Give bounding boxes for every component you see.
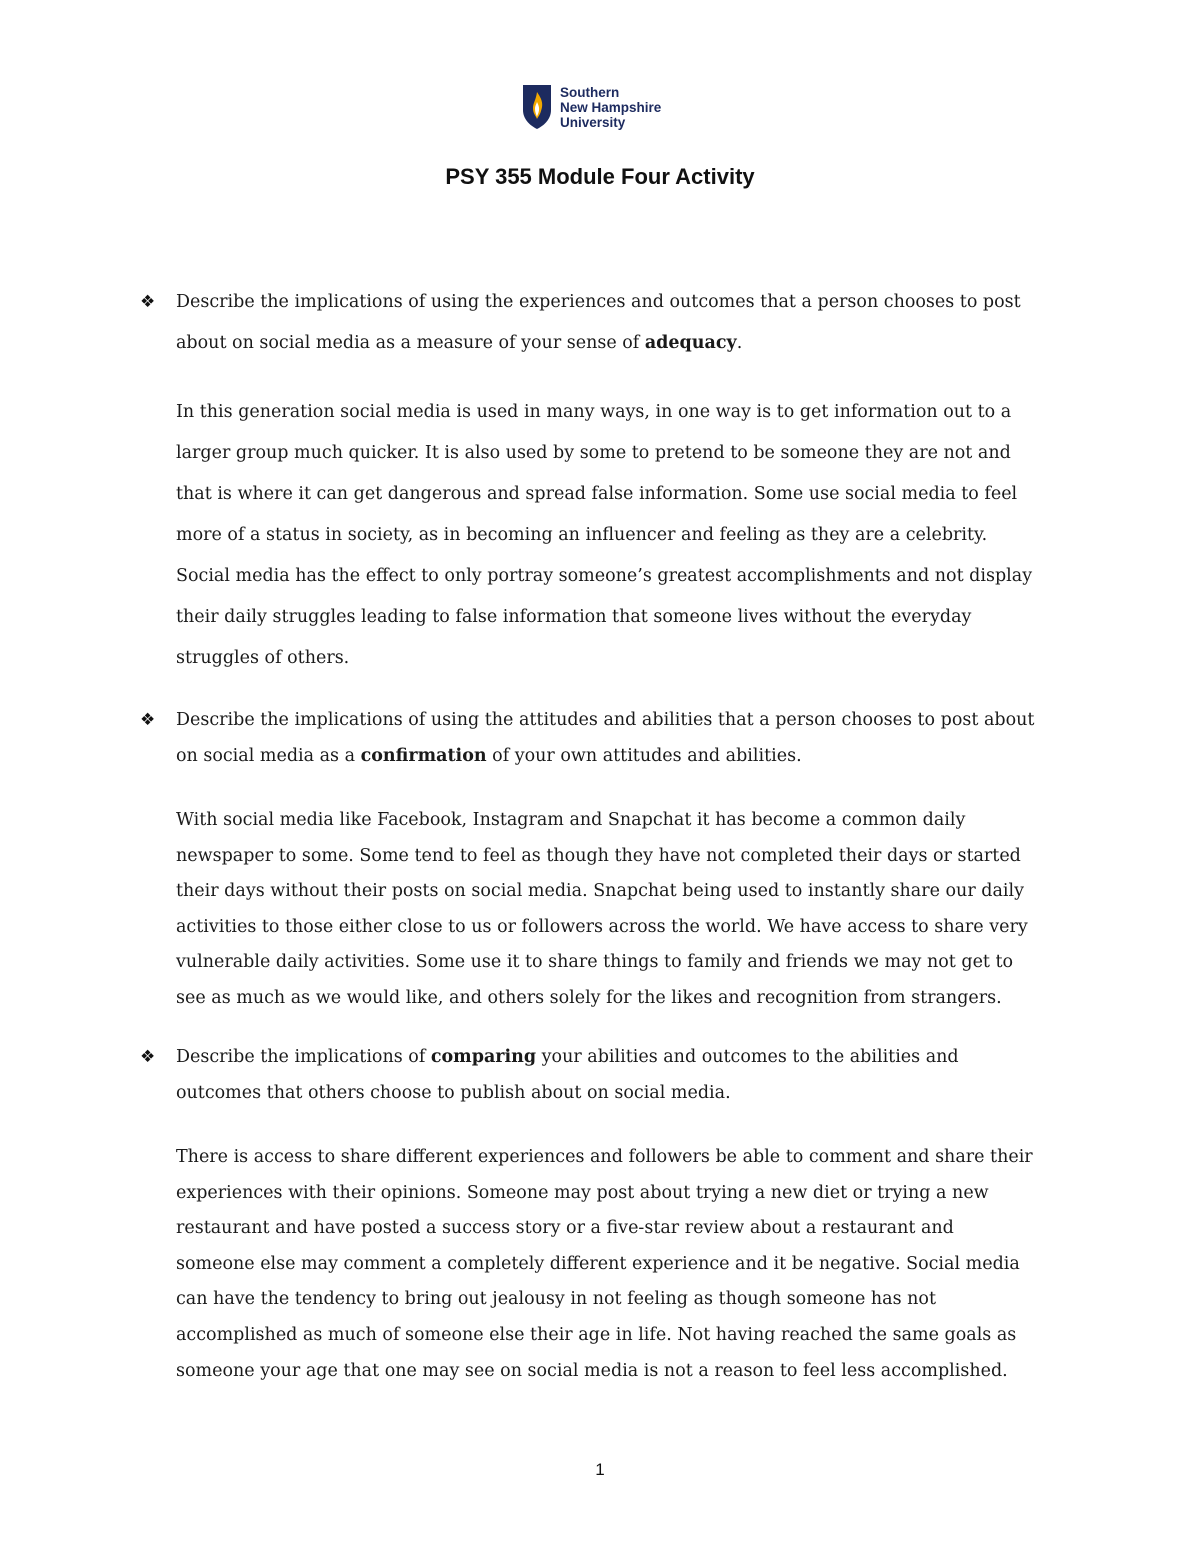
answer-3 (176, 1143, 1066, 1392)
shield-flame-icon (522, 84, 552, 130)
question-emphasis: adequacy (644, 333, 737, 353)
answer-line: can have the tendency to bring out jealousy in not feeling as though someone has not (176, 1289, 936, 1310)
answer-1 (176, 398, 1066, 685)
page-number: 1 (595, 1460, 605, 1479)
wordmark-line: New Hampshire (560, 100, 662, 115)
answer-line: someone else may comment a completely different experience and it be negative. Social media (176, 1253, 1020, 1274)
answer-line: vulnerable daily activities. Some use it to share things to family and friends we may not get to (176, 952, 1014, 973)
question-emphasis: confirmation (360, 746, 487, 766)
question-text: on social media as a (176, 746, 361, 766)
answer-line: Social media has the effect to only portray someone’s greatest accomplishments and not display (176, 566, 1033, 586)
answer-line: experiences with their opinions. Someone may post about trying a new diet or trying a new (176, 1182, 989, 1203)
answer-line: their daily struggles leading to false information that someone lives without the everyday (176, 607, 972, 627)
question-line (176, 1043, 1066, 1079)
answer-line: With social media like Facebook, Instagram and Snapchat it has become a common daily (176, 810, 966, 830)
answer-line: In this generation social media is used in many ways, in one way is to get information out to a (176, 402, 1012, 422)
answer-line: struggles of others. (176, 648, 350, 668)
university-wordmark (560, 85, 661, 130)
question-2 (176, 706, 1066, 778)
question-line (176, 742, 1066, 778)
answer-line: someone your age that one may see on social media is not a reason to feel less accomplished. (176, 1360, 1008, 1381)
question-line: outcomes that others choose to publish about on social media. (176, 1083, 731, 1103)
answer-line: more of a status in society, as in becoming an influencer and feeling as they are a celebrity. (176, 525, 988, 545)
question-text: about on social media as a measure of your sense of (176, 333, 645, 353)
answer-line: accomplished as much of someone else their age in life. Not having reached the same goals as (176, 1324, 1017, 1345)
university-logo (522, 84, 661, 130)
answer-line: restaurant and have posted a success story or a five-star review about a restaurant and (176, 1218, 954, 1239)
question-text: of your own attitudes and abilities. (486, 746, 802, 766)
question-1 (176, 288, 1066, 370)
question-text: Describe the implications of (176, 1047, 431, 1067)
wordmark-line: Southern (560, 85, 620, 100)
wordmark-line: University (560, 115, 626, 130)
answer-2 (176, 806, 1066, 1020)
answer-line: see as much as we would like, and others solely for the likes and recognition from strangers. (176, 987, 1002, 1008)
question-emphasis: comparing (430, 1047, 537, 1067)
question-3 (176, 1043, 1066, 1115)
document-title: PSY 355 Module Four Activity (445, 164, 755, 189)
answer-line: activities to those either close to us or followers across the world. We have access to share very (176, 916, 1028, 937)
question-line (176, 329, 1066, 370)
question-line: Describe the implications of using the attitudes and abilities that a person chooses to post about (176, 710, 1035, 730)
bullet-icon: ❖ (140, 710, 156, 730)
answer-line: larger group much quicker. It is also used by some to pretend to be someone they are not and (176, 443, 1011, 463)
question-text: your abilities and outcomes to the abilities and (536, 1047, 959, 1067)
bullet-icon: ❖ (140, 1047, 156, 1067)
question-text: . (736, 333, 743, 353)
answer-line: newspaper to some. Some tend to feel as though they have not completed their days or started (176, 845, 1021, 866)
question-line: Describe the implications of using the experiences and outcomes that a person chooses to post (176, 292, 1021, 312)
bullet-icon: ❖ (140, 292, 156, 312)
answer-line: that is where it can get dangerous and spread false information. Some use social media to feel (176, 484, 1018, 504)
answer-line: There is access to share different experiences and followers be able to comment and share their (176, 1147, 1033, 1167)
answer-line: their days without their posts on social media. Snapchat being used to instantly share our daily (176, 881, 1024, 902)
